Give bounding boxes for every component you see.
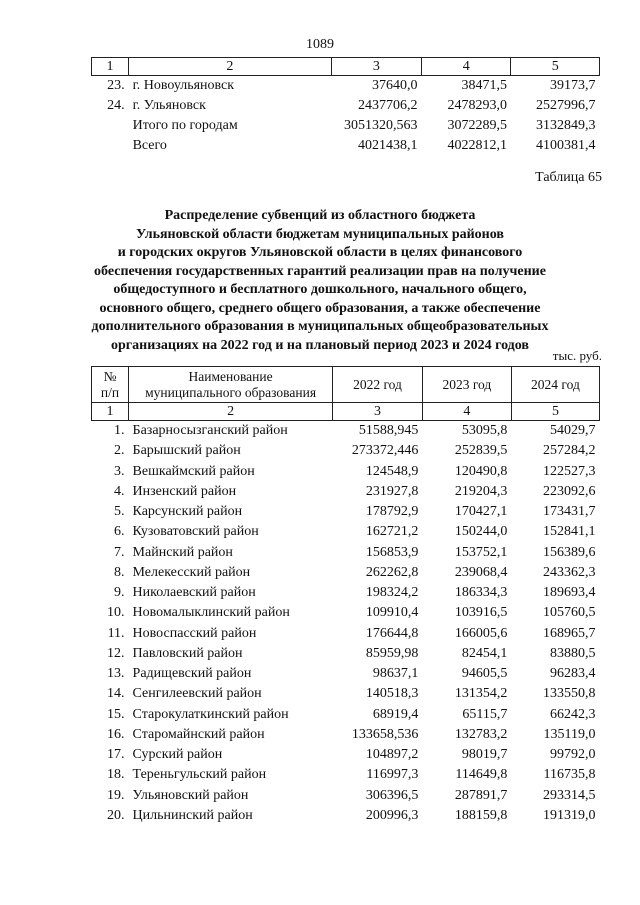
value-2023: 239068,4 <box>454 564 508 580</box>
municipality-name: Павловский район <box>132 645 243 661</box>
value-2023: 150244,0 <box>454 524 508 540</box>
total-label: Итого по городам <box>132 118 238 133</box>
municipality-name: Старокулаткинский район <box>132 706 289 722</box>
municipality-name: Новоспасский район <box>132 625 257 641</box>
row-number: 23. <box>107 78 125 93</box>
value-2023: 114649,8 <box>455 767 508 783</box>
table-row <box>92 502 600 522</box>
table-row <box>92 421 600 442</box>
row-number: 7. <box>114 544 125 560</box>
value-2022: 37640,0 <box>371 78 418 93</box>
value-2023: 188159,8 <box>454 807 508 823</box>
value-2024: 96283,4 <box>550 666 596 682</box>
title-line: и городских округов Ульяновской области в целях финансового <box>117 245 523 260</box>
row-number: 14. <box>107 686 125 702</box>
col-number: 5 <box>511 58 600 76</box>
document-title <box>60 207 580 355</box>
value-2022: 176644,8 <box>365 625 419 641</box>
value-2023: 120490,8 <box>454 463 508 479</box>
title-line: Ульяновской области бюджетам муниципальных районов <box>136 226 504 242</box>
value-2023: 166005,6 <box>454 625 508 641</box>
table-row <box>92 603 600 623</box>
value-2024: 257284,2 <box>543 443 596 459</box>
row-number: 13. <box>107 666 125 682</box>
row-number: 2. <box>114 443 125 459</box>
header-2023: 2023 год <box>422 367 511 403</box>
grand-total-2024: 4100381,4 <box>536 138 596 153</box>
row-number: 4. <box>114 483 125 499</box>
row-number: 17. <box>107 747 125 763</box>
title-line: обеспечения государственных гарантий реализации прав на получение <box>94 263 546 279</box>
value-2023: 186334,3 <box>454 585 508 601</box>
subvention-table <box>91 366 600 826</box>
row-number: 5. <box>114 504 125 520</box>
col-number: 3 <box>333 403 423 421</box>
value-2024: 156389,6 <box>543 544 596 560</box>
municipality-name: г. Новоульяновск <box>132 78 235 93</box>
value-2024: 152841,1 <box>543 524 596 540</box>
title-line: основного общего, среднего общего образования, а также обеспечение <box>99 300 541 316</box>
row-number: 15. <box>107 706 125 722</box>
table-row <box>92 76 600 97</box>
col-number: 1 <box>92 403 129 421</box>
value-2022: 162721,2 <box>365 524 419 540</box>
title-line: дополнительного образования в муниципальных общеобразовательных <box>91 319 549 334</box>
value-2023: 131354,2 <box>454 686 508 702</box>
value-2023: 94605,5 <box>461 666 508 682</box>
table-row <box>92 705 600 725</box>
row-number: 20. <box>107 807 125 823</box>
col-number: 1 <box>92 58 129 76</box>
value-2024: 66242,3 <box>550 706 596 722</box>
table-row <box>92 563 600 583</box>
value-2022: 178792,9 <box>365 504 419 520</box>
table-row <box>92 684 600 704</box>
value-2024: 168965,7 <box>543 625 596 641</box>
col-number: 3 <box>331 58 421 76</box>
value-2023: 132783,2 <box>454 726 508 742</box>
table-row <box>92 543 600 563</box>
header-name: Наименование муниципального образования <box>129 367 333 403</box>
value-2024: 243362,3 <box>543 564 596 580</box>
value-2022: 109910,4 <box>365 605 419 621</box>
municipality-name: Кузоватовский район <box>132 524 259 540</box>
municipality-name: Тереньгульский район <box>132 767 267 783</box>
value-2024: 39173,7 <box>550 78 596 93</box>
table-row <box>92 664 600 684</box>
table-row <box>92 522 600 542</box>
header-2024: 2024 год <box>511 367 599 403</box>
value-2024: 105760,5 <box>543 605 596 621</box>
municipality-name: Сурский район <box>132 747 223 763</box>
municipality-name: Карсунский район <box>132 504 243 520</box>
table-row <box>92 441 600 461</box>
table-row <box>92 806 600 826</box>
col-number: 2 <box>129 403 333 421</box>
value-2023: 219204,3 <box>454 483 508 499</box>
col-number: 5 <box>511 403 599 421</box>
table-row <box>92 624 600 644</box>
value-2023: 287891,7 <box>454 787 508 803</box>
municipality-name: Радищевский район <box>132 666 252 682</box>
row-number: 19. <box>107 787 125 803</box>
value-2024: 2527996,7 <box>536 98 596 113</box>
value-2022: 200996,3 <box>365 807 419 823</box>
municipality-name: Вешкаймский район <box>132 463 255 479</box>
grand-total-2022: 4021438,1 <box>357 138 418 153</box>
table-row <box>92 462 600 482</box>
title-line: общедоступного и бесплатного дошкольного, начального общего, <box>113 282 527 297</box>
header-row <box>92 367 600 403</box>
value-2022: 273372,446 <box>351 443 419 459</box>
value-2022: 2437706,2 <box>357 98 418 113</box>
row-number: 1. <box>114 423 125 439</box>
row-number: 12. <box>107 645 125 661</box>
value-2024: 116735,8 <box>543 767 596 783</box>
value-2022: 116997,3 <box>366 767 419 783</box>
row-number: 8. <box>114 564 125 580</box>
value-2022: 198324,2 <box>365 585 419 601</box>
value-2023: 252839,5 <box>454 443 508 459</box>
value-2022: 68919,4 <box>372 706 419 722</box>
value-2022: 133658,536 <box>351 726 419 742</box>
value-2022: 85959,98 <box>365 645 419 661</box>
table-row <box>92 725 600 745</box>
municipality-name: Сенгилеевский район <box>132 686 262 702</box>
row-number: 11. <box>107 625 125 641</box>
municipality-name: г. Ульяновск <box>132 98 206 113</box>
total-2022: 3051320,563 <box>343 118 418 133</box>
municipality-name: Ульяновский район <box>132 787 249 803</box>
municipality-name: Новомалыклинский район <box>132 605 290 621</box>
grand-total-2023: 4022812,1 <box>447 138 507 153</box>
grand-total-row <box>92 136 600 156</box>
row-number: 3. <box>114 463 125 479</box>
municipality-name: Инзенский район <box>132 483 237 499</box>
row-number: 10. <box>107 605 125 621</box>
total-2023: 3072289,5 <box>447 118 507 133</box>
value-2022: 51588,945 <box>358 423 419 439</box>
value-2024: 191319,0 <box>543 807 596 823</box>
municipality-name: Старомайнский район <box>132 726 265 742</box>
column-number-row <box>92 403 600 421</box>
municipality-name: Майнский район <box>132 544 233 560</box>
value-2023: 53095,8 <box>461 423 508 439</box>
title-line: Распределение субвенций из областного бюджета <box>164 208 476 223</box>
value-2024: 133550,8 <box>543 686 596 702</box>
value-2022: 104897,2 <box>365 747 419 763</box>
col-number: 4 <box>422 403 511 421</box>
table-row <box>92 482 600 502</box>
municipality-name: Барышский район <box>132 443 241 459</box>
value-2024: 135119,0 <box>543 726 596 742</box>
table-row <box>92 765 600 785</box>
col-number: 2 <box>129 58 332 76</box>
value-2022: 124548,9 <box>365 463 419 479</box>
total-2024: 3132849,3 <box>536 118 596 133</box>
value-2024: 122527,3 <box>543 463 596 479</box>
value-2024: 293314,5 <box>543 787 596 803</box>
table-label: Таблица 65 <box>535 170 602 185</box>
value-2023: 170427,1 <box>454 504 508 520</box>
municipality-name: Мелекесский район <box>132 564 251 580</box>
total-row <box>92 116 600 136</box>
value-2024: 83880,5 <box>550 645 596 661</box>
page-number: 1089 <box>306 37 334 52</box>
value-2023: 2478293,0 <box>447 98 507 113</box>
top-table-continuation <box>91 57 600 156</box>
value-2022: 231927,8 <box>365 483 419 499</box>
value-2023: 38471,5 <box>461 78 507 93</box>
value-2023: 103916,5 <box>454 605 508 621</box>
row-number: 16. <box>107 726 125 742</box>
header-2022: 2022 год <box>333 367 423 403</box>
row-number: 9. <box>114 585 125 601</box>
title-line: организациях на 2022 год и на плановый период 2023 и 2024 годов <box>111 337 529 353</box>
table-row <box>92 644 600 664</box>
value-2022: 156853,9 <box>365 544 419 560</box>
value-2023: 98019,7 <box>461 747 508 763</box>
value-2022: 140518,3 <box>365 686 419 702</box>
value-2022: 306396,5 <box>365 787 419 803</box>
units-label: тыс. руб. <box>552 348 602 363</box>
grand-total-label: Всего <box>132 138 167 153</box>
value-2024: 54029,7 <box>550 423 596 439</box>
column-number-row <box>92 58 600 76</box>
table-body <box>92 421 600 827</box>
header-number: № п/п <box>92 367 129 403</box>
row-number: 6. <box>114 524 125 540</box>
value-2024: 189693,4 <box>543 585 596 601</box>
value-2023: 82454,1 <box>461 645 508 661</box>
value-2023: 65115,7 <box>462 706 508 722</box>
row-number: 18. <box>107 767 125 783</box>
value-2022: 98637,1 <box>372 666 419 682</box>
table-row <box>92 583 600 603</box>
municipality-name: Базарносызганский район <box>132 423 288 439</box>
value-2024: 223092,6 <box>543 483 596 499</box>
value-2023: 153752,1 <box>454 544 508 560</box>
municipality-name: Цильнинский район <box>132 807 253 823</box>
table-row <box>92 745 600 765</box>
table-row <box>92 96 600 116</box>
value-2024: 99792,0 <box>550 747 596 763</box>
row-number: 24. <box>107 98 125 113</box>
table-row <box>92 786 600 806</box>
col-number: 4 <box>421 58 510 76</box>
municipality-name: Николаевский район <box>132 585 256 601</box>
value-2024: 173431,7 <box>543 504 596 520</box>
value-2022: 262262,8 <box>365 564 419 580</box>
